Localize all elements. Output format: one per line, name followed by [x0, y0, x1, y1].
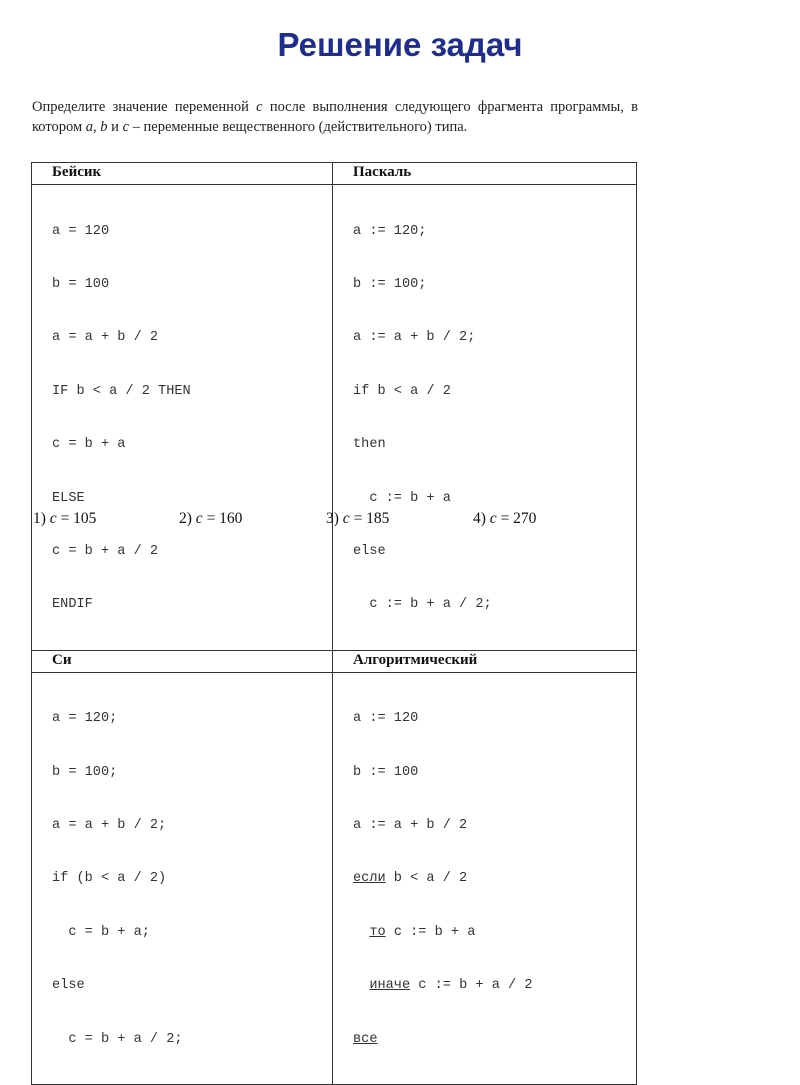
code-line: b := 100	[353, 764, 419, 780]
lang-header-c: Си	[32, 650, 333, 672]
code-line: если b < a / 2	[353, 871, 468, 887]
task-scan	[27, 92, 646, 1047]
question-text: Определите значение переменной c после выполнения следующего фрагмента программы, в котором a, b и c – переменные вещественного (действительного) типа.	[32, 99, 639, 135]
lang-header-algorithmic: Алгоритмический	[333, 650, 637, 672]
code-line: if (b < a / 2)	[52, 871, 167, 887]
code-line: a = 120;	[52, 711, 118, 727]
code-line: a := a + b / 2;	[353, 330, 476, 346]
code-line: else	[353, 543, 386, 559]
slide-title: Решение задач	[277, 26, 523, 63]
code-table	[31, 162, 637, 1085]
code-line: ENDIF	[52, 597, 93, 613]
code-line: c = b + a;	[52, 924, 150, 940]
code-line: ELSE	[52, 490, 85, 506]
code-line: c := b + a / 2;	[353, 597, 492, 613]
code-line: c = b + a	[52, 437, 126, 453]
lang-header-pascal: Паскаль	[333, 163, 637, 185]
code-line: c = b + a / 2;	[52, 1031, 183, 1047]
answer-option-3: 3) c = 185	[326, 510, 390, 527]
answer-option-2: 2) c = 160	[179, 510, 243, 527]
code-line: b = 100	[52, 276, 110, 292]
code-line: то c := b + a	[369, 924, 476, 940]
code-line: c := b + a	[353, 490, 451, 506]
code-line: a := 120;	[353, 223, 427, 239]
code-line: a := 120	[353, 711, 419, 727]
var-b: b	[100, 119, 108, 135]
code-cell-pascal	[333, 185, 637, 651]
code-line: все	[353, 1031, 378, 1047]
var-a: a	[85, 119, 94, 135]
code-line: иначе c := b + a / 2	[369, 978, 533, 994]
code-line: then	[353, 437, 386, 453]
code-line: b = 100;	[52, 764, 118, 780]
lang-header-basic: Бейсик	[32, 163, 333, 185]
answer-option-1: 1) c = 105	[33, 510, 97, 527]
code-line: c = b + a / 2	[52, 543, 159, 559]
var-c: c	[256, 99, 263, 115]
code-cell-c	[32, 672, 333, 1084]
code-line: IF b < a / 2 THEN	[52, 383, 191, 399]
code-line: b := 100;	[353, 276, 427, 292]
code-line: else	[52, 978, 85, 994]
var-c-2: c	[122, 119, 129, 135]
code-cell-algorithmic	[333, 672, 637, 1084]
code-cell-basic	[32, 185, 333, 651]
code-line: if b < a / 2	[353, 383, 451, 399]
code-line: a = a + b / 2	[52, 330, 159, 346]
code-line: a = a + b / 2;	[52, 818, 167, 834]
answer-option-4: 4) c = 270	[473, 510, 537, 527]
code-line: a = 120	[52, 223, 110, 239]
code-line: a := a + b / 2	[353, 818, 468, 834]
